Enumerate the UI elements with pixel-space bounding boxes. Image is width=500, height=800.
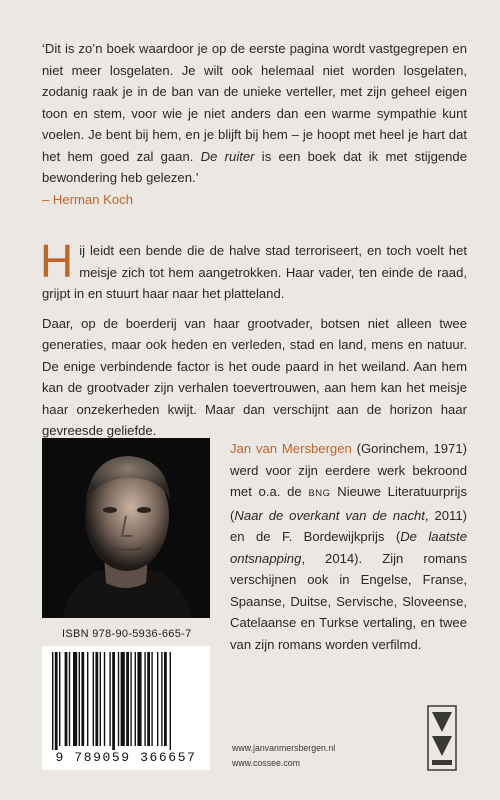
quote-attribution: – Herman Koch xyxy=(42,191,133,207)
barcode-bar xyxy=(65,652,68,746)
blurb-paragraph-2: Daar, op de boerderij van haar grootvader, botsen niet alleen twee generaties, maar ook heden en verleden, stad en land, mens en natuur. De enige verbindende factor is het oude paard in het weiland. Aan hem kan de grootvader zijn verhalen toevertrouwen, aan hem kan het meisje haar onzekerheden kwijt. Maar dan verschijnt aan de horizon haar gevreesde geliefde. xyxy=(42,315,467,438)
barcode-bar xyxy=(104,652,105,746)
barcode-bar xyxy=(157,652,158,746)
isbn-label: ISBN 978-90-5936-665-7 xyxy=(62,628,192,640)
drop-cap: H xyxy=(40,235,74,287)
review-quote xyxy=(42,38,467,210)
barcode-bar xyxy=(52,652,53,750)
author-website[interactable]: www.janvanmersbergen.nl xyxy=(232,743,336,753)
barcode-bar xyxy=(93,652,94,746)
barcode-bar xyxy=(109,652,110,746)
quote-text-end: is een boek dat ik met stijgende bewondering heb gelezen.’ xyxy=(42,148,468,185)
bio-text: (Gorinchem, 1971) werd voor zijn eerdere werk bekroond met o.a. de xyxy=(230,441,467,499)
barcode-bar xyxy=(118,652,119,746)
bio-text: , 2014). Zijn romans verschijnen ook in Engelse, Franse, Spaanse, Duitse, Servische, Sloveense, Catelaanse en Turkse vertaling, en twee van zijn romans worden verfilmd. xyxy=(230,550,467,652)
barcode-bar xyxy=(121,652,125,746)
barcode-bar xyxy=(55,652,58,750)
author-photo xyxy=(42,438,210,618)
barcode-bar xyxy=(164,652,167,746)
publisher-logo-icon xyxy=(424,702,460,774)
barcode xyxy=(42,646,210,770)
book-title-2: De laatste ontsnapping xyxy=(230,529,467,566)
barcode-bar xyxy=(130,652,131,746)
barcode-bar xyxy=(69,652,70,746)
barcode-bar xyxy=(144,652,145,746)
quote-text: ‘Dit is zo’n boek waardoor je op de eerste pagina wordt vastgegrepen en niet meer losgelaten. Je wilt ook helemaal niet worden losgelaten, zodanig raak je in de ban van de unieke verteller, met zijn geheel eigen toon en stem, voor wie je niet anders dan een warme sympathie kunt voelen. Je bent bij hem, en je blijft bij hem – je hoopt met heel je hart dat het hem goed zal gaan. xyxy=(42,41,467,164)
barcode-bar xyxy=(95,652,98,746)
blurb-paragraph-1 xyxy=(40,235,467,305)
barcode-bar xyxy=(79,652,80,746)
bio-text: Nieuwe Literatuurprijs ( xyxy=(230,484,467,523)
quote-book-title: De ruiter xyxy=(200,148,255,164)
publisher-website[interactable]: www.cossee.com xyxy=(232,758,300,768)
barcode-bar xyxy=(135,652,136,746)
book-blurb xyxy=(40,235,467,450)
author-bio xyxy=(230,438,467,655)
barcode-digits: 9 789059 366657 xyxy=(55,750,197,765)
author-name: Jan van Mersbergen xyxy=(230,441,352,456)
barcode-bars xyxy=(42,646,210,750)
bio-text: , 2011) en de F. Bordewijkprijs ( xyxy=(230,507,468,544)
blurb-text-1: ij leidt een bende die de halve stad terroriseert, en toch voelt het meisje zich tot hem aangetrokken. Haar vader, ten einde de raad, grijpt in en stuurt haar naar het platteland. xyxy=(42,243,467,301)
barcode-bar xyxy=(100,652,101,746)
barcode-bar xyxy=(161,652,162,746)
barcode-bar xyxy=(59,652,60,746)
barcode-bar xyxy=(73,652,77,746)
barcode-bar xyxy=(87,652,88,746)
barcode-bar xyxy=(137,652,141,746)
barcode-bar xyxy=(81,652,84,746)
book-title-1: Naar de overkant van de nacht xyxy=(234,507,425,523)
barcode-bar xyxy=(112,652,115,750)
barcode-bar xyxy=(126,652,129,746)
barcode-bar xyxy=(151,652,152,746)
barcode-bar xyxy=(147,652,150,746)
bng-abbrev: BNG xyxy=(308,488,331,499)
barcode-bar xyxy=(170,652,171,750)
